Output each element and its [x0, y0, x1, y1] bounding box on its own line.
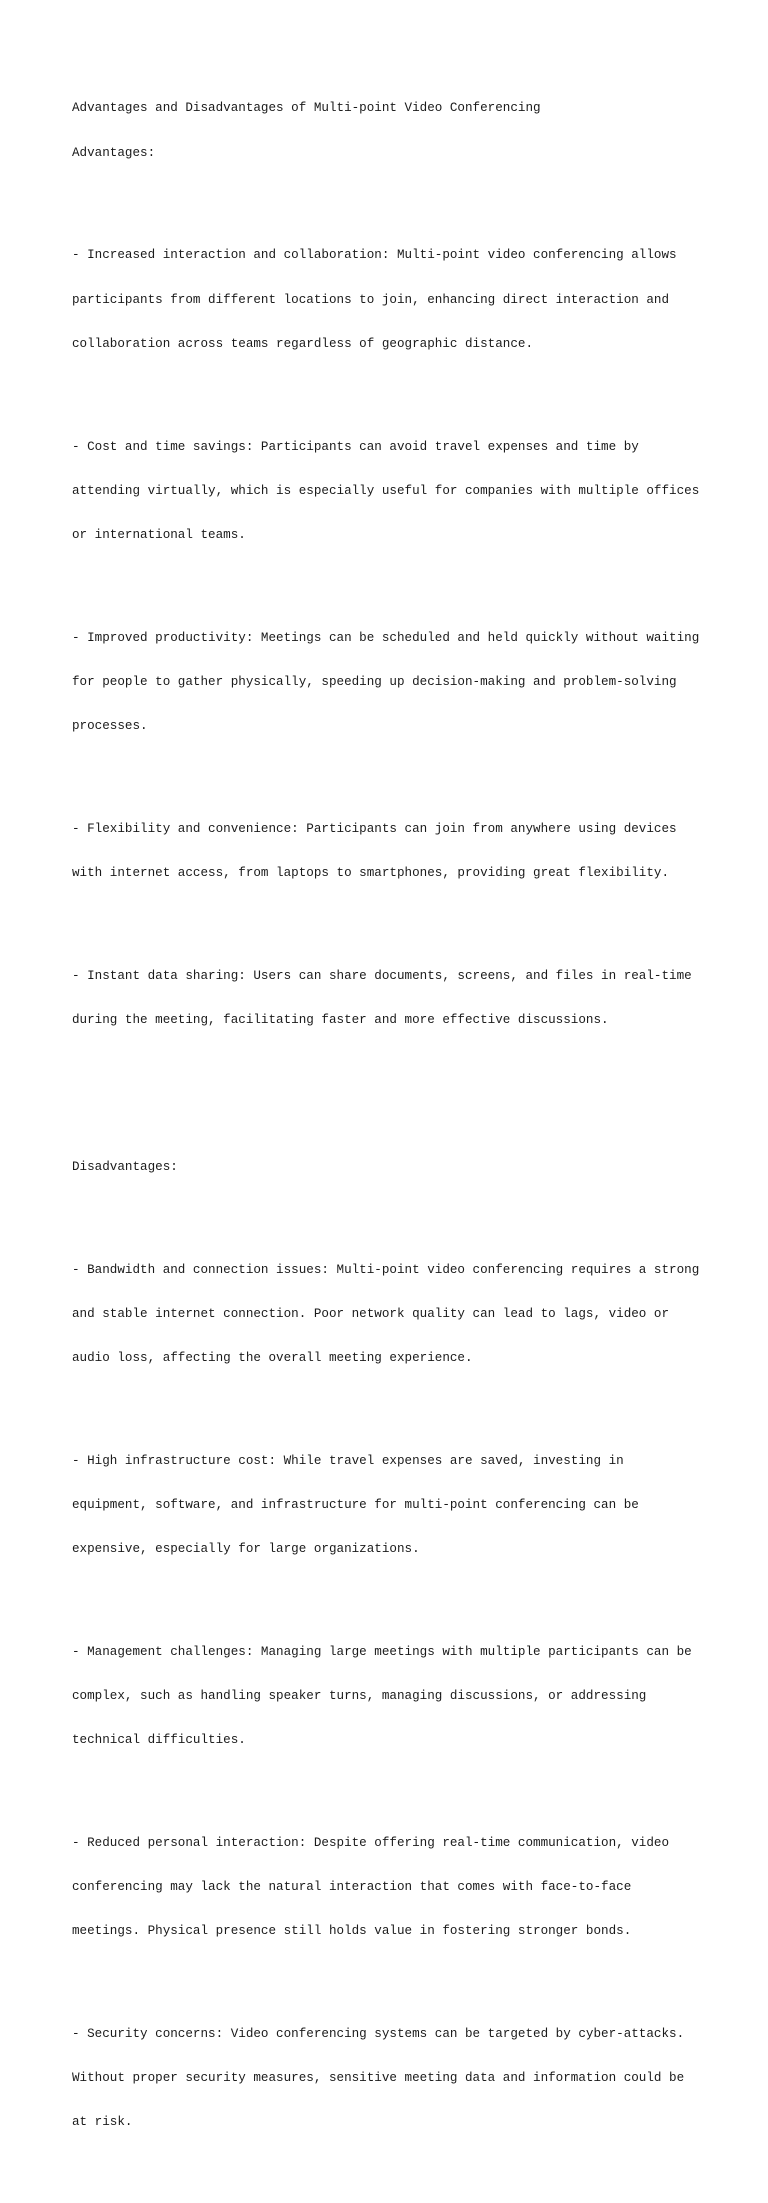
list-item-line: - High infrastructure cost: While travel expenses are saved, investing in: [72, 1453, 624, 1468]
blank-line: [72, 1116, 712, 1131]
advantages-list: [72, 190, 712, 1087]
list-item-line: expensive, especially for large organizations.: [72, 1541, 420, 1556]
list-item-line: for people to gather physically, speeding up decision-making and problem-solving: [72, 674, 677, 689]
list-item-line: - Security concerns: Video conferencing systems can be targeted by cyber-attacks.: [72, 2027, 685, 2042]
list-item-line: at risk.: [72, 2115, 133, 2130]
list-item-line: participants from different locations to join, enhancing direct interaction and: [72, 292, 670, 307]
list-item: [72, 219, 712, 381]
list-item-line: meetings. Physical presence still holds value in fostering stronger bonds.: [72, 1924, 632, 1939]
list-item-line: complex, such as handling speaker turns, managing discussions, or addressing: [72, 1688, 647, 1703]
list-item: [72, 1807, 712, 1969]
list-item-line: processes.: [72, 718, 148, 733]
list-item-line: - Instant data sharing: Users can share documents, screens, and files in real-time: [72, 968, 692, 983]
list-item-line: Without proper security measures, sensitive meeting data and information could be: [72, 2071, 685, 2086]
list-item-line: collaboration across teams regardless of geographic distance.: [72, 336, 534, 351]
list-item: [72, 792, 712, 910]
list-item: [72, 601, 712, 763]
list-item-line: with internet access, from laptops to smartphones, providing great flexibility.: [72, 865, 670, 880]
list-item-line: technical difficulties.: [72, 1733, 246, 1748]
list-item-line: during the meeting, facilitating faster and more effective discussions.: [72, 1012, 609, 1027]
list-item: [72, 1615, 712, 1777]
disadvantages-list: [72, 1204, 712, 2189]
list-item: [72, 410, 712, 572]
list-item-line: conferencing may lack the natural interaction that comes with face-to-face: [72, 1880, 632, 1895]
advantages-heading: Advantages:: [72, 145, 156, 160]
list-item: [72, 939, 712, 1057]
list-item-line: - Improved productivity: Meetings can be scheduled and held quickly without waiting: [72, 630, 700, 645]
list-item-line: - Flexibility and convenience: Participants can join from anywhere using devices: [72, 821, 677, 836]
list-item-line: or international teams.: [72, 527, 246, 542]
list-item: [72, 1233, 712, 1395]
document-title: Advantages and Disadvantages of Multi-point Video Conferencing: [72, 101, 541, 116]
list-item-line: - Cost and time savings: Participants can avoid travel expenses and time by: [72, 439, 639, 454]
document-body: [72, 72, 712, 2203]
list-item-line: - Management challenges: Managing large meetings with multiple participants can be: [72, 1644, 692, 1659]
list-item-line: - Bandwidth and connection issues: Multi-point video conferencing requires a strong: [72, 1262, 700, 1277]
list-item: [72, 1424, 712, 1586]
list-item: [72, 1998, 712, 2160]
list-item-line: audio loss, affecting the overall meeting experience.: [72, 1350, 473, 1365]
list-item-line: - Increased interaction and collaboration: Multi-point video conferencing allows: [72, 248, 677, 263]
list-item-line: attending virtually, which is especially useful for companies with multiple offices: [72, 483, 700, 498]
list-item-line: equipment, software, and infrastructure for multi-point conferencing can be: [72, 1497, 639, 1512]
list-item-line: - Reduced personal interaction: Despite offering real-time communication, video: [72, 1835, 670, 1850]
disadvantages-heading: Disadvantages:: [72, 1159, 178, 1174]
list-item-line: and stable internet connection. Poor network quality can lead to lags, video or: [72, 1306, 670, 1321]
